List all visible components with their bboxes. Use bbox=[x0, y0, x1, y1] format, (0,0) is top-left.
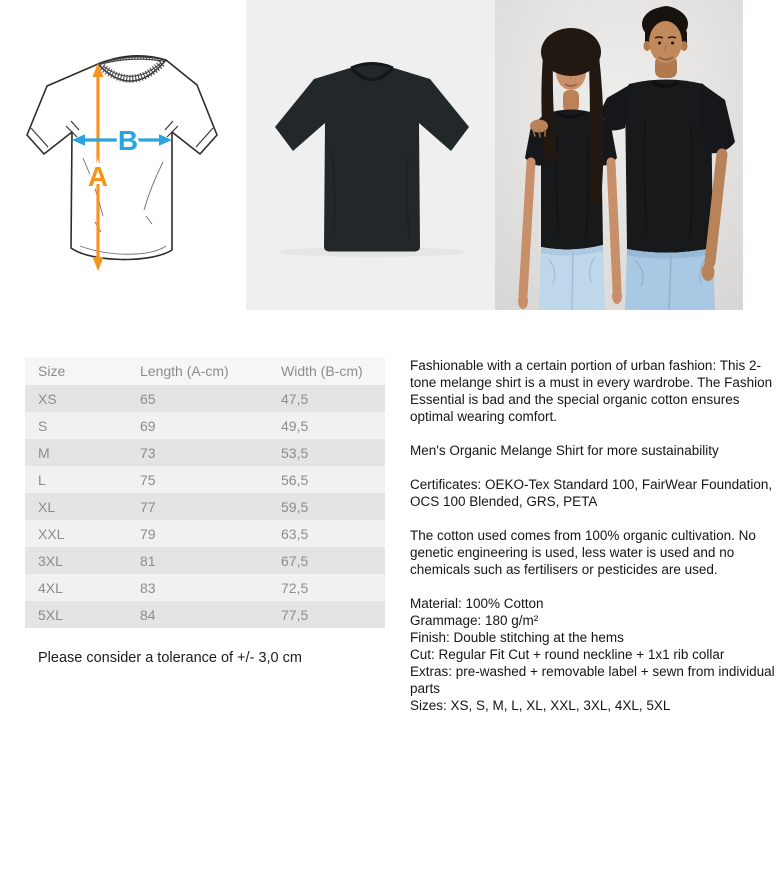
tshirt-measurement-diagram bbox=[0, 0, 246, 310]
description-cotton: The cotton used comes from 100% organic cultivation. No genetic engineering is used, less water is used and no chemicals such as fertilisers or pesticides are used. bbox=[410, 528, 756, 577]
cell-width: 72,5 bbox=[281, 579, 309, 596]
cell-size: XXL bbox=[38, 525, 65, 542]
table-row bbox=[25, 520, 385, 547]
two-models-wearing-black-tshirts bbox=[495, 0, 743, 310]
cell-size: L bbox=[38, 471, 46, 488]
description-certificates: Certificates: OEKO-Tex Standard 100, FairWear Foundation, OCS 100 Blended, GRS, PETA bbox=[410, 477, 773, 509]
cell-length: 75 bbox=[140, 471, 156, 488]
cell-size: M bbox=[38, 444, 50, 461]
cell-width: 59,5 bbox=[281, 498, 309, 515]
spec-sizes: Sizes: XS, S, M, L, XL, XXL, 3XL, 4XL, 5XL bbox=[410, 698, 671, 713]
black-tshirt-front bbox=[246, 0, 495, 310]
cell-length: 69 bbox=[140, 417, 156, 434]
spec-cut: Cut: Regular Fit Cut + round neckline + 1x1 rib collar bbox=[410, 647, 725, 662]
table-row bbox=[25, 601, 385, 628]
cell-width: 67,5 bbox=[281, 552, 309, 569]
cell-size: 5XL bbox=[38, 606, 63, 623]
table-row bbox=[25, 466, 385, 493]
product-description-column bbox=[410, 357, 775, 714]
cell-length: 77 bbox=[140, 498, 156, 515]
cell-size: S bbox=[38, 417, 48, 434]
size-chart-column bbox=[25, 357, 385, 666]
description-specs bbox=[410, 595, 775, 714]
spec-grammage: Grammage: 180 g/m² bbox=[410, 613, 539, 628]
cell-width: 47,5 bbox=[281, 390, 309, 407]
spec-finish: Finish: Double stitching at the hems bbox=[410, 630, 624, 645]
description-subtitle: Men's Organic Melange Shirt for more sustainability bbox=[410, 443, 719, 458]
spec-extras: Extras: pre-washed + removable label + sewn from individual parts bbox=[410, 664, 775, 696]
product-info-section bbox=[0, 310, 777, 714]
col-header-length: Length (A-cm) bbox=[127, 357, 268, 385]
cell-size: 4XL bbox=[38, 579, 63, 596]
col-header-width: Width (B-cm) bbox=[268, 357, 385, 385]
size-diagram-image[interactable] bbox=[0, 0, 246, 310]
cell-length: 81 bbox=[140, 552, 156, 569]
cell-width: 63,5 bbox=[281, 525, 309, 542]
cell-size: 3XL bbox=[38, 552, 63, 569]
cell-width: 49,5 bbox=[281, 417, 309, 434]
cell-width: 77,5 bbox=[281, 606, 309, 623]
table-row bbox=[25, 493, 385, 520]
size-chart-table bbox=[25, 357, 385, 628]
table-row bbox=[25, 439, 385, 466]
cell-length: 65 bbox=[140, 390, 156, 407]
cell-size: XS bbox=[38, 390, 57, 407]
table-row bbox=[25, 412, 385, 439]
size-chart-header-row bbox=[25, 357, 385, 385]
cell-length: 83 bbox=[140, 579, 156, 596]
cell-width: 53,5 bbox=[281, 444, 309, 461]
label-a: A bbox=[87, 161, 109, 192]
flat-tshirt-image[interactable] bbox=[246, 0, 495, 310]
tshirt-outline bbox=[27, 56, 217, 260]
models-photo[interactable] bbox=[495, 0, 743, 310]
description-intro: Fashionable with a certain portion of urban fashion: This 2-tone melange shirt is a must in every wardrobe. The Fashion Essential is bad and the special organic cotton ensures optimal wearing comfort. bbox=[410, 358, 773, 424]
table-row bbox=[25, 547, 385, 574]
cell-length: 79 bbox=[140, 525, 156, 542]
product-image-gallery bbox=[0, 0, 777, 310]
table-row bbox=[25, 385, 385, 412]
spec-material: Material: 100% Cotton bbox=[410, 596, 544, 611]
table-row bbox=[25, 574, 385, 601]
col-header-size: Size bbox=[25, 357, 127, 385]
cell-length: 73 bbox=[140, 444, 156, 461]
tolerance-note: Please consider a tolerance of +/- 3,0 cm bbox=[38, 650, 302, 666]
cell-size: XL bbox=[38, 498, 56, 515]
label-b: B bbox=[117, 125, 139, 156]
cell-length: 84 bbox=[140, 606, 156, 623]
cell-width: 56,5 bbox=[281, 471, 309, 488]
